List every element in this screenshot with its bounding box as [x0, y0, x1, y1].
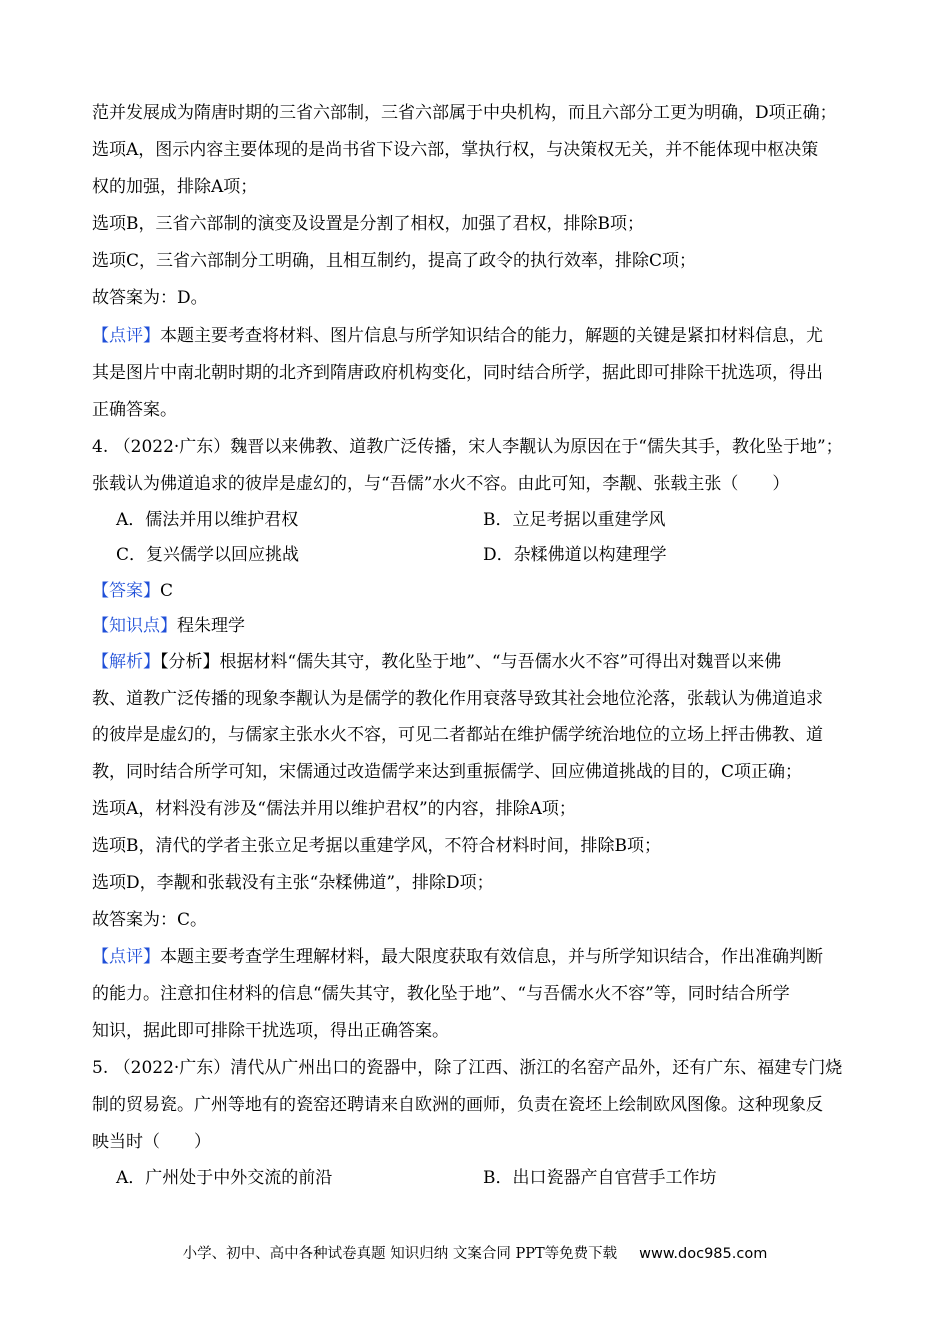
- comment-text: 本题主要考查将材料、图片信息与所学知识结合的能力，解题的关键是紧扣材料信息，尤: [160, 326, 823, 346]
- analysis-text: 【分析】根据材料“儒失其守，教化坠于地”、“与吾儒水火不容”可得出对魏晋以来佛: [160, 652, 782, 672]
- comment-line: 知识，据此即可排除干扰选项，得出正确答案。: [92, 1021, 449, 1041]
- analysis-line: [92, 651, 781, 673]
- analysis-line: 教，同时结合所学可知，宋儒通过改造儒学来达到重振儒学、回应佛道挑战的目的，C项正确；: [92, 762, 803, 782]
- q4-option-a: A．儒法并用以维护君权: [116, 510, 299, 530]
- question-4-stem-cont: 张载认为佛道追求的彼岸是虚幻的，与“吾儒”水火不容。由此可知，李觏、张载主张（ ）: [92, 474, 790, 494]
- analysis-line: 选项A，材料没有涉及“儒法并用以维护君权”的内容，排除A项；: [92, 799, 576, 819]
- paragraph-line: 选项C，三省六部制分工明确，且相互制约，提高了政令的执行效率，排除C项；: [92, 251, 697, 271]
- paragraph-line: 故答案为：D。: [92, 288, 208, 308]
- footer-text: 小学、初中、高中各种试卷真题 知识归纳 文案合同 PPT等免费下载: [182, 1246, 618, 1262]
- q4-option-c: C．复兴儒学以回应挑战: [116, 545, 300, 565]
- analysis-line: 教、道教广泛传播的现象李觏认为是儒学的教化作用衰落导致其社会地位沦落，张载认为佛道追求: [92, 689, 823, 709]
- answer-line: [92, 580, 173, 602]
- q4-option-d: D．杂糅佛道以构建理学: [483, 545, 667, 565]
- analysis-line: 的彼岸是虚幻的，与儒家主张水火不容，可见二者都站在维护儒学统治地位的立场上抨击佛教、道: [92, 725, 823, 745]
- q4-option-b: B．立足考据以重建学风: [483, 510, 666, 530]
- comment-line: 的能力。注意扣住材料的信息“儒失其守，教化坠于地”、“与吾儒水火不容”等，同时结合所学: [92, 984, 790, 1004]
- question-4-stem: 4. （2022·广东）魏晋以来佛教、道教广泛传播，宋人李觏认为原因在于“儒失其手，教化坠于地”；: [92, 437, 843, 457]
- paragraph-line: 范并发展成为隋唐时期的三省六部制，三省六部属于中央机构，而且六部分工更为明确，D项正确；: [92, 103, 837, 123]
- analysis-tag: 【解析】: [92, 652, 160, 672]
- page-footer: [0, 1244, 950, 1264]
- question-5-stem-cont: 制的贸易瓷。广州等地有的瓷窑还聘请来自欧洲的画师，负责在瓷坯上绘制欧风图像。这种现象反: [92, 1095, 823, 1115]
- comment-text: 本题主要考查学生理解材料，最大限度获取有效信息，并与所学知识结合，作出准确判断: [160, 947, 823, 967]
- paragraph-line: 选项B，三省六部制的演变及设置是分割了相权，加强了君权，排除B项；: [92, 214, 644, 234]
- footer-url[interactable]: www.doc985.com: [639, 1246, 768, 1262]
- analysis-line: 故答案为：C。: [92, 910, 208, 930]
- q5-option-a: A．广州处于中外交流的前沿: [116, 1168, 333, 1188]
- analysis-line: 选项D，李觏和张载没有主张“杂糅佛道”，排除D项；: [92, 873, 494, 893]
- knowledge-value: 程朱理学: [177, 616, 245, 636]
- comment-tag: 【点评】: [92, 326, 160, 346]
- comment-line: [92, 946, 823, 968]
- answer-tag: 【答案】: [92, 581, 160, 601]
- knowledge-tag: 【知识点】: [92, 616, 177, 636]
- analysis-line: 选项B，清代的学者主张立足考据以重建学风，不符合材料时间，排除B项；: [92, 836, 661, 856]
- q5-option-b: B．出口瓷器产自官营手工作坊: [483, 1168, 717, 1188]
- question-5-stem-cont: 映当时（ ）: [92, 1132, 211, 1152]
- paragraph-line: 正确答案。: [92, 400, 177, 420]
- paragraph-line: 其是图片中南北朝时期的北齐到隋唐政府机构变化，同时结合所学，据此即可排除干扰选项，得出: [92, 363, 823, 383]
- answer-value: C: [160, 581, 174, 601]
- knowledge-line: [92, 615, 245, 637]
- question-5-stem: 5. （2022·广东）清代从广州出口的瓷器中，除了江西、浙江的名窑产品外，还有广东、福建专门烧: [92, 1058, 843, 1078]
- paragraph-line: 选项A，图示内容主要体现的是尚书省下设六部，掌执行权，与决策权无关，并不能体现中枢决策: [92, 140, 819, 160]
- comment-line: [92, 325, 823, 347]
- paragraph-line: 权的加强，排除A项；: [92, 177, 258, 197]
- comment-tag: 【点评】: [92, 947, 160, 967]
